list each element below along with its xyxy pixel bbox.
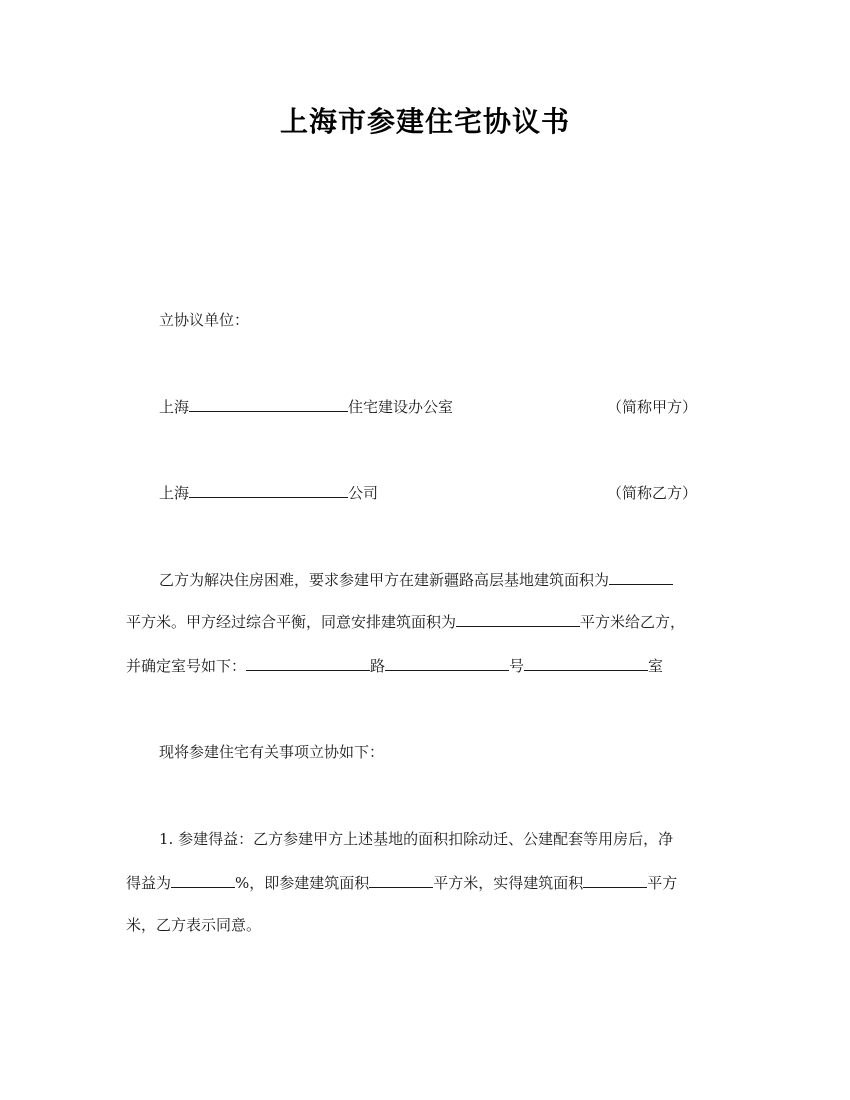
matters-heading: 现将参建住宅有关事项立协如下：: [159, 743, 385, 761]
clause-1-line-2d: 平方: [647, 874, 678, 892]
party-b-note: （简称乙方）: [607, 484, 698, 502]
party-b-name-blank[interactable]: [189, 483, 348, 498]
clause-1-line-1: 1. 参建得益：乙方参建甲方上述基地的面积扣除动迁、公建配套等用房后，净: [159, 830, 674, 848]
intro-line-1: [126, 570, 759, 590]
base-area-blank[interactable]: [609, 570, 673, 585]
clause-1-line-3: 米，乙方表示同意。: [126, 916, 262, 934]
parties-heading: 立协议单位：: [159, 311, 250, 329]
intro-line-3c: 号: [509, 657, 525, 675]
room-blank[interactable]: [524, 656, 648, 671]
intro-line-2: [126, 612, 726, 632]
gain-percent-blank[interactable]: [171, 873, 235, 888]
intro-line-2b: 平方米给乙方，: [580, 613, 686, 631]
party-b-suffix: 公司: [348, 484, 379, 502]
number-blank[interactable]: [385, 656, 509, 671]
intro-line-3d: 室: [648, 657, 664, 675]
intro-line-3a: 并确定室号如下：: [126, 657, 247, 675]
clause-1-line-2a: 得益为: [126, 874, 172, 892]
allocated-area-blank[interactable]: [456, 612, 580, 627]
actual-area-blank[interactable]: [583, 873, 647, 888]
party-b-prefix: 上海: [159, 484, 190, 502]
party-a-note: （简称甲方）: [607, 398, 698, 416]
clause-1-line-2b: %，即参建建筑面积: [235, 874, 370, 892]
participation-area-blank[interactable]: [369, 873, 433, 888]
intro-line-3b: 路: [370, 657, 386, 675]
clause-1-line-2: [126, 873, 726, 893]
document-title: 上海市参建住宅协议书: [279, 105, 570, 138]
party-a-name-blank[interactable]: [189, 397, 348, 412]
intro-line-2a: 平方米。甲方经过综合平衡，同意安排建筑面积为: [126, 613, 457, 631]
clause-1-line-2c: 平方米，实得建筑面积: [433, 874, 584, 892]
intro-line-3: [126, 656, 726, 676]
road-blank[interactable]: [246, 656, 370, 671]
party-a-prefix: 上海: [159, 398, 190, 416]
intro-line-1-text: 乙方为解决住房困难，要求参建甲方在建新疆路高层基地建筑面积为: [159, 571, 610, 589]
party-a-suffix: 住宅建设办公室: [348, 398, 454, 416]
